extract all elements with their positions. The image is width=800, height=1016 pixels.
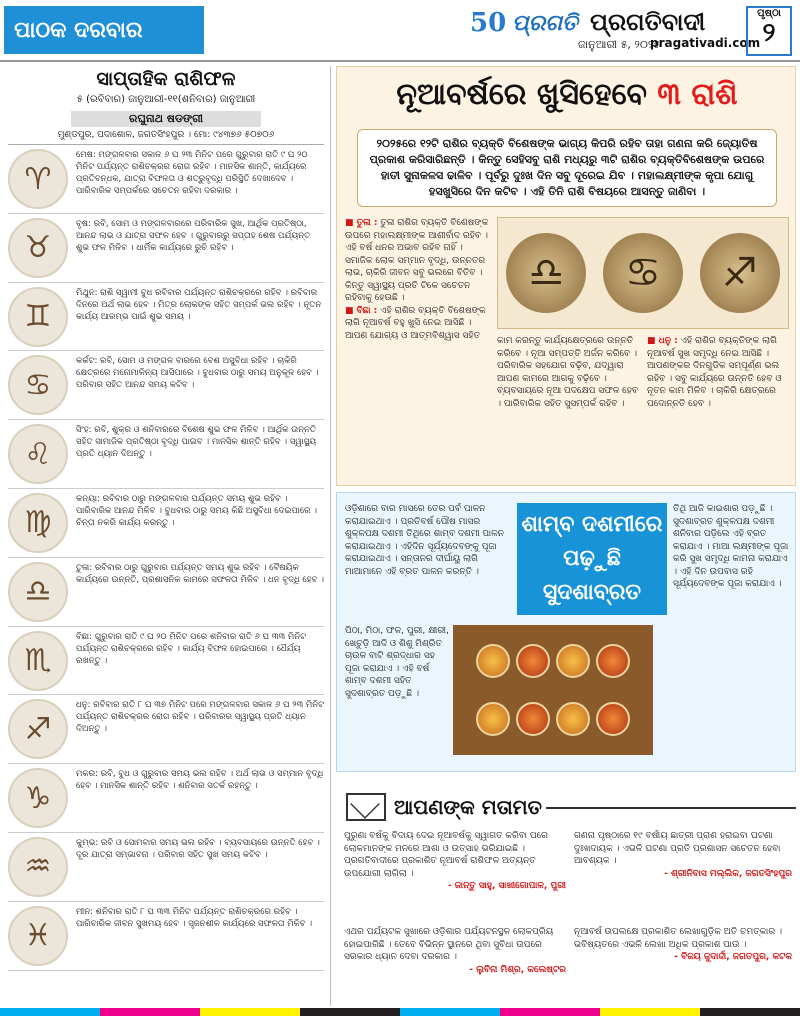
- letter-3-signature: - ଶ୍ରୀନିବାସ ମଲ୍ଲିକ, ଜଗତସିଂହପୁର: [664, 868, 792, 879]
- horoscope-entry: [8, 902, 324, 971]
- sagittarius-icon: ♐: [8, 699, 68, 759]
- aries-icon: ♈: [8, 149, 68, 209]
- feature-new-year-signs: [336, 66, 796, 486]
- feature2-column-1: ଓଡ଼ିଶାରେ ବାର ମାସରେ ତେର ପର୍ବ ପାଳନ କରାଯାଇଥାଏ । ପ୍ରତିବର୍ଷ ପୌଷ ମାସର ଶୁକ୍ଳପକ୍ଷ ଦଶମୀ ତିଥିରେ ଶାମ୍ବ ଦଶମୀ ପାଳନ କରାଯାଇଥାଏ । ଏହିଦିନ ସୂର୍ଯ୍ୟଦେବଙ୍କୁ ପୂଜା କରାଯାଇଥାଏ । ସନ୍ତାନର ଦୀର୍ଘାୟୁ ଲାଗି ମାଆମାନେ ଏହି ବ୍ରତ ପାଳନ କରନ୍ତି ।: [345, 504, 504, 577]
- leo-icon: ♌: [8, 424, 68, 484]
- scorpio-text: ଏହି ରାଶିର ବ୍ୟକ୍ତି ବିଶେଷଙ୍କ ଲାଗି ନୂଆବର୍ଷ ବହୁ ଖୁସି ନେଇ ଆସିଛି । ଆପଣ ଯୋଗ୍ୟ ଓ ଆତ୍ମବିଶ୍ୱାସ ସହିତ: [345, 305, 486, 341]
- color-swatch: [700, 1008, 800, 1016]
- website: pragativadi.com: [650, 36, 761, 50]
- food-plate: [556, 644, 590, 678]
- horoscope-date-range: ୫ (ରବିବାର) ଜାନୁଆରୀ-୧୧(ଶନିବାର) ଜାନୁଆରୀ: [76, 94, 256, 105]
- color-swatch: [600, 1008, 700, 1016]
- food-plate: [516, 702, 550, 736]
- sign-list: [8, 145, 324, 971]
- horoscope-entry: [8, 420, 324, 489]
- sagittarius-text: ଏହି ରାଶିର ବ୍ୟକ୍ତିଙ୍କ ଲାଗି ନୂଆବର୍ଷ ସୁଖ ସମୃଦ୍ଧି ନେଇ ଆସିଛି । ଆପଣଙ୍କର ଦିନଗୁଡିକ ସମ୍ପୂର୍ଣ୍ଣ ଭଲ ରହିବ । ସବୁ କାର୍ଯ୍ୟରେ ଉନ୍ନତି ହେବ ଓ ନୂତନ କାମ ମିଳିବ । ଚାକିରି କ୍ଷେତ୍ରରେ ପଦୋନ୍ନତି ହେବ ।: [647, 336, 782, 409]
- section-title: ପାଠକ ଦରବାର: [4, 6, 204, 54]
- letter-4-signature: - ବିଜୟ ଜୁଦାର୍ଦ୍ଦୀ, ଜଗତପୁର, କଟକ: [674, 952, 792, 962]
- aquarius-icon: ♒: [8, 837, 68, 897]
- feature2-headline: ଶାମ୍ବ ଦଶମୀରେ ପଢ଼ୁଛି ସୁଦଶାବ୍ରତ: [517, 503, 667, 615]
- letter-2-signature: - ଲୁବିନା ମିଶ୍ର, କଲେଷ୍ଟର: [469, 964, 566, 975]
- color-swatch: [500, 1008, 600, 1016]
- capricorn-icon: ♑: [8, 768, 68, 828]
- letter-1-text: ପୁରୁଣା ବର୍ଷକୁ ବିଦାୟ ଦେଇ ନୂଆବର୍ଷକୁ ସ୍ୱାଗତ କରିବା ପରେ ଲୋକମାନଙ୍କ ମନରେ ଆଶା ଓ ଉତ୍ସାହ ଭରିଯାଇଛି । ପ୍ରଗତିବାଦୀରେ ପ୍ରକାଶିତ ନୂଆବର୍ଷ ରାଶିଫଳ ଅତ୍ୟନ୍ତ ଉପଯୋଗୀ ଲାଗିଲା ।: [344, 831, 548, 879]
- food-plate: [596, 702, 630, 736]
- scorpio-icon: ♏: [8, 631, 68, 691]
- gemini-forecast: ମିଥୁନ: ରାଶି ସ୍ୱାମୀ ବୁଧ ରବିବାର ପର୍ଯ୍ୟନ୍ତ ରାଶିଚକ୍ରରେ ରହିବ । ରବିବାର ଦିନରେ ଅର୍ଥ ଲାଭ ହେବ । ମିତ୍ର ଲୋକଙ୍କ ସହିତ ସମ୍ପର୍କ ଭଲ ରହିବ । ନୂତନ କାର୍ଯ୍ୟ ଆରମ୍ଭ ପାଇଁ ଶୁଭ ସମୟ ।: [76, 287, 322, 322]
- horoscope-entry: [8, 558, 324, 627]
- mail-icon: [346, 793, 386, 821]
- horoscope-entry: [8, 145, 324, 214]
- food-plate: [476, 702, 510, 736]
- virgo-forecast: କନ୍ୟା: ରବିବାର ଠାରୁ ମଙ୍ଗଳବାର ପର୍ଯ୍ୟନ୍ତ ସମୟ ଶୁଭ ରହିବ । ପାରିବାରିକ ଆନନ୍ଦ ମିଳିବ । ବୁଧବାର ଠାରୁ ସମୟ କିଛି ଅସୁବିଧା ଦେଇପାରେ । ଚିନ୍ତା ନକରି କାର୍ଯ୍ୟ କରନ୍ତୁ ।: [76, 493, 317, 528]
- zodiac-illustration: [497, 217, 789, 329]
- page-number-box: [746, 6, 792, 56]
- food-plate: [556, 702, 590, 736]
- feature1-intro: ୨୦୨୫ରେ ୧୨ଟି ରାଶିର ବ୍ୟକ୍ତି ବିଶେଷଙ୍କ ଭାଗ୍ୟ କିପରି ରହିବ ତାହା ଗଣନା କରି ଜ୍ୟୋତିଷ ପ୍ରକାଶ କରିସାରିଛନ୍ତି । କିନ୍ତୁ ସେହିସବୁ ରାଶି ମଧ୍ୟରୁ ୩ଟି ରାଶିର ବ୍ୟକ୍ତିବିଶେଷଙ୍କ ଉପରେ ହାତୀ ସୁନାକଳସ ଢାଳିବ । ପୂର୍ବରୁ ଦୁଃଖ ଦିନ ସବୁ ଦୂରେଇ ଯିବ । ମହାଲକ୍ଷ୍ମୀଙ୍କ କୃପା ଯୋଗୁ ହସଖୁସିରେ ଦିନ କଟିବ । ଏହି ତିନି ରାଶି ବିଷୟରେ ଆସନ୍ତୁ ଜାଣିବା ।: [357, 129, 777, 207]
- color-swatch: [300, 1008, 400, 1016]
- feature2-column-3: ତିଥି ଆଜି କାଇଶାର ପଡ଼ୁଛି । ସୁଦଶାବ୍ରତ ଶୁକ୍ଳପକ୍ଷ ଦଶମୀ ଶନିବାର ପଡ଼ିଲେ ଏହି ବ୍ରତ କରାଯାଏ । ମାଆ ଲକ୍ଷ୍ମୀଙ୍କ ପୂଜା କରି ସୁଖ ସମୃଦ୍ଧି କାମନା କରାଯାଏ । ଏହି ଦିନ ଉପବାସ ରହି ସୂର୍ଯ୍ୟଦେବଙ୍କ ପୂଜା କରାଯାଏ ।: [673, 504, 789, 589]
- logo-mark: ପ୍ରଗତି: [512, 10, 578, 36]
- feature2-column-2: ପିଠା, ମିଠା, ଫଳ, ପୁରୀ, କ୍ଷୀରୀ, ଖେଚୁଡ଼ି ଆଦି ଓ ଶିଶୁ ମିଶ୍ରିତ ଚାଉଳ ବାଟି ଶ୍ରଦ୍ଧାର ସହ ପୂଜା କରାଯାଏ । ଏହି ବର୍ଷ ଶାମ୍ବ ଦଶମୀ ସହିତ ସୁଦଶାବ୍ରତ ପଡ଼ୁଛି ।: [345, 626, 449, 699]
- horoscope-entry: [8, 833, 324, 902]
- libra-text: ତୁଳା ରାଶିର ବ୍ୟକ୍ତି ବିଶେଷଙ୍କ ଉପରେ ମହାଲକ୍ଷ୍ମୀଙ୍କ ଆଶୀର୍ବାଦ ରହିବ । ଏହି ବର୍ଷ ଧନର ଅଭାବ ରହିବ ନାହିଁ । ସମାଜିକ ଲୋକ ସମ୍ମାନ ବୃଦ୍ଧି, ଉନ୍ନତର ଲାଭ, ଚାକିରି ଜୀବନ ସବୁ ଭଲରେ ବିତିବ । କିନ୍ତୁ ସ୍ୱାସ୍ଥ୍ୟ ପ୍ରତି ଟିକେ ସଚେତନ ରହିବାକୁ ହେଉଛି ।: [345, 218, 489, 303]
- weekly-horoscope: [8, 66, 324, 1012]
- feature1-headline-main: ନୂଆବର୍ଷରେ ଖୁସିହେବେ: [396, 77, 658, 112]
- horoscope-entry: [8, 351, 324, 420]
- pisces-forecast: ମୀନ: ଶନିବାର ରାତି ୮ ଘ ୩୩ ମିନିଟ ପର୍ଯ୍ୟନ୍ତ ରାଶିଚକ୍ରରେ ରହିବ । ପାରିବାରିକ ଜୀବନ ସୁଖମୟ ହେବ । ସୃଜନଶୀଳ କାର୍ଯ୍ୟରେ ସଫଳତା ମିଳିବ ।: [76, 906, 313, 929]
- horoscope-entry: [8, 489, 324, 558]
- letter-4-text: ନୂଆବର୍ଷ ଉପଲକ୍ଷେ ପ୍ରକାଶିତ ଲେଖାଗୁଡ଼ିକ ଅତି ଚମତ୍କାର । ଭବିଷ୍ୟତରେ ଏଭଳି ଲେଖା ଅଧିକ ପ୍ରକାଶ ପାଉ ।: [574, 927, 783, 950]
- color-swatch: [200, 1008, 300, 1016]
- feature1-column-3: [647, 335, 791, 481]
- letter-3-text: ଗଣନା ପୃଷ୍ଠାରେ ୧୯ ବର୍ଷୀୟ ଛାତ୍ରୀ ପ୍ରାଣ ହରାଇବା ଘଟଣା ଦୁଃଖଦାୟକ । ଏଭଳି ଘଟଣା ପ୍ରତି ପ୍ରଶାସନ ସଚେତନ ହେବା ଆବଶ୍ୟକ ।: [574, 831, 781, 866]
- divider: [546, 807, 796, 809]
- letters-title: ଆପଣଙ୍କ ମତାମତ: [394, 795, 542, 819]
- virgo-icon: ♍: [8, 493, 68, 553]
- page-header: [0, 0, 800, 62]
- feature1-headline: [337, 77, 797, 112]
- color-swatch: [0, 1008, 100, 1016]
- letter-3: [574, 830, 792, 922]
- page-number: ୨: [762, 18, 776, 48]
- gemini-icon: ♊: [8, 287, 68, 347]
- aries-forecast: ମେଷ: ମଙ୍ଗଳବାର ସକାଳ ୬ ଘ ୨୩ ମିନିଟ ପରେ ଗୁରୁବାର ରାତି ୯ ଘ ୨୦ ମିନିଟ ପର୍ଯ୍ୟନ୍ତ ରାଶିଚକ୍ରର ରୋଗ ରହିବ । ମାନସିକ ଶାନ୍ତି, କାର୍ଯ୍ୟରେ ପ୍ରତିବନ୍ଧକ, ଯାତ୍ରା ବିଫଳତା ଓ ଶତ୍ରୁବୃଦ୍ଧି ପରିସ୍ଥିତି ଦେଖାଦେବ । ପାରିବାରିକ ସମ୍ପର୍କରେ ସଚେତନ ରହିବା ଦରକାର ।: [76, 150, 308, 196]
- capricorn-forecast: ମକର: ରବି, ବୁଧ ଓ ଗୁରୁବାର ସମୟ ଭଲ ରହିବ । ଅର୍ଥ ଲାଭ ଓ ସମ୍ମାନ ବୃଦ୍ଧି ହେବ । ମାନସିକ ଶାନ୍ତି ରହିବ । ଶନିବାର ସତର୍କ ରହନ୍ତୁ ।: [76, 769, 324, 792]
- taurus-icon: ♉: [8, 218, 68, 278]
- food-plate: [516, 644, 550, 678]
- feature-shamba-dashami: [336, 492, 796, 772]
- letter-1-signature: - ଜାନ୍ତୁ ସାହୁ, ସାଖୀଗୋପାଳ, ପୁରୀ: [447, 881, 566, 891]
- sagittarius-icon: ♐: [700, 233, 780, 313]
- newspaper-logo: [470, 8, 761, 52]
- readers-letters: [336, 782, 796, 1008]
- page-label: ପୃଷ୍ଠା: [757, 8, 781, 19]
- issue-date: ଜାନୁଆରୀ ୫, ୨୦୨୫: [578, 38, 661, 51]
- leo-forecast: ସିଂହ: ରବି, ଶୁକ୍ର ଓ ଶନିବାରରେ ବିଶେଷ ଶୁଭ ଫଳ ମିଳିବ । ଆର୍ଥିକ ଉନ୍ନତି ସହିତ ସାମାଜିକ ପ୍ରତିଷ୍ଠା ବୃଦ୍ଧି ପାଇବ । ମାନସିକ ଶାନ୍ତି ରହିବ । ସ୍ୱାସ୍ଥ୍ୟ ପ୍ରତି ଧ୍ୟାନ ଦିଅନ୍ତୁ ।: [76, 425, 317, 460]
- horoscope-title: ସାପ୍ତାହିକ ରାଶିଫଳ: [96, 68, 236, 90]
- horoscope-entry: [8, 214, 324, 283]
- horoscope-entry: [8, 627, 324, 696]
- newspaper-name: ପ୍ରଗତିବାଦୀ: [590, 8, 706, 36]
- cancer-icon: ♋: [603, 233, 683, 313]
- column-divider: [330, 66, 331, 1006]
- libra-label: ■ ତୁଳା :: [345, 218, 378, 228]
- taurus-forecast: ବୃଷ: ରବି, ସୋମ ଓ ମଙ୍ଗଳବାରରେ ପରିବାରିକ ସୁଖ, ଆର୍ଥିକ ପ୍ରତିଷ୍ଠା, ଆନନ୍ଦ ଲାଭ ଓ ଯାତ୍ରା ସଫଳ ହେବ । ଗୁରୁବାରରୁ ସପ୍ତାହ ଶେଷ ପର୍ଯ୍ୟନ୍ତ ଶୁଭ ଫଳ ମିଳିବ । ଧାର୍ମିକ କାର୍ଯ୍ୟରେ ରୁଚି ରହିବ ।: [76, 218, 311, 253]
- letter-1: [344, 830, 566, 922]
- aquarius-forecast: କୁମ୍ଭ: ରବି ଓ ସୋମବାର ସମୟ ଭଲ ରହିବ । ବ୍ୟବସାୟରେ ଉନ୍ନତି ହେବ । ଦୂର ଯାତ୍ରା ସମ୍ଭାବନା । ପରିବାର ସହିତ ସୁଖ ସମୟ କଟିବ ।: [76, 837, 320, 860]
- feature1-headline-accent: ୩ ରାଶି: [657, 77, 738, 112]
- horoscope-author: ରଘୁନାଥ ଷଡଙ୍ଗୀ: [71, 111, 261, 127]
- letter-2-text: ଏଥର ପର୍ଯ୍ୟଟକ ସୁଖାରେ ଓଡ଼ିଶାର ପର୍ଯ୍ୟଟନସ୍ଥଳ ଲୋକପ୍ରିୟ ହୋଇପାରିଛି । ତେବେ ବିଭିନ୍ନ ସ୍ଥାନରେ ଥିବା ସୁବିଧା ଉପରେ ସରକାର ଧ୍ୟାନ ଦେବା ଦରକାର ।: [344, 927, 554, 962]
- scorpio-label: ■ ବିଛା :: [345, 305, 378, 316]
- food-plate: [476, 644, 510, 678]
- horoscope-entry: [8, 764, 324, 833]
- horoscope-address: ମୁଣ୍ଡପୁର, ପଦାଶୋଳ, ଜଗତସିଂହପୁର । ମୋ: ୯୪୩୭୬ ୫୦୭୦୬: [8, 130, 324, 145]
- print-color-bar: [0, 1008, 800, 1016]
- horoscope-entry: [8, 283, 324, 352]
- cancer-icon: ♋: [8, 355, 68, 415]
- libra-icon: ♎: [8, 562, 68, 622]
- sagittarius-label: ■ ଧନୁ :: [647, 336, 678, 346]
- feature1-column-1: [345, 217, 491, 479]
- libra-icon: ♎: [506, 233, 586, 313]
- color-swatch: [400, 1008, 500, 1016]
- letter-2: [344, 926, 566, 1004]
- color-swatch: [100, 1008, 200, 1016]
- food-plate: [596, 644, 630, 678]
- letters-header: [346, 790, 546, 824]
- libra-forecast: ତୁଳା: ରବିବାର ଠାରୁ ଗୁରୁବାର ପର୍ଯ୍ୟନ୍ତ ସମୟ ଶୁଭ ରହିବ । ବୈଷୟିକ କାର୍ଯ୍ୟରେ ଉନ୍ନତି, ପ୍ରଶାସନିକ କାମରେ ସଫଳତା ମିଳିବ । ଧନ ବୃଦ୍ଧି ହେବ ।: [76, 562, 324, 585]
- feature1-column-2: କାମ କରନ୍ତୁ କାର୍ଯ୍ୟକ୍ଷେତ୍ରରେ ଉନ୍ନତି କରିବେ । ନୂଆ ସମ୍ପତ୍ତି ଅର୍ଜନ କରିବେ । ପରିବାରିକ ସହଯୋଗ ବଢ଼ିବ, ଯଦ୍ୱାରା ଆପଣ କାମରେ ଆଗକୁ ବଢ଼ିବେ । ବ୍ୟବସାୟରେ ନୂଆ ପଦକ୍ଷେପ ସଫଳ ହେବ । ପାରିବାରିକ ସହିତ ସୁସମ୍ପର୍କ ରହିବ ।: [497, 336, 639, 409]
- scorpio-forecast: ବିଛା: ଗୁରୁବାର ରାତି ୯ ଘ ୨୦ ମିନିଟ ପରେ ଶନିବାର ରାତି ୬ ଘ ୩୩ ମିନିଟ ପର୍ଯ୍ୟନ୍ତ ରାଶିଚକ୍ରରେ ରହିବ । କାର୍ଯ୍ୟ ବିଫଳ ହୋଇପାରେ । ଧୈର୍ଯ୍ୟ ରଖନ୍ତୁ ।: [76, 631, 307, 666]
- anniversary-badge: 50: [470, 8, 507, 38]
- offerings-photo: [453, 625, 653, 755]
- cancer-forecast: କର୍କଟ: ରବି, ସୋମ ଓ ମଙ୍ଗଳ ବାରରେ ବେଶ ଅସୁବିଧା ରହିବ । ଚାକିରି କ୍ଷେତ୍ରରେ ମନୋମାଳିନ୍ୟ ଆସିପାରେ । ବୁଧବାର ଠାରୁ ସମୟ ଅନୁକୂଳ ହେବ । ପରିବାର ସହିତ ଆନନ୍ଦ ସମୟ କଟିବ ।: [76, 356, 319, 391]
- letter-4: [574, 926, 792, 1004]
- pisces-icon: ♓: [8, 906, 68, 966]
- horoscope-entry: [8, 695, 324, 764]
- sagittarius-forecast: ଧନୁ: ରବିବାର ରାତି ୮ ଘ ୩୭ ମିନିଟ ପରେ ମଙ୍ଗଳବାର ସକାଳ ୬ ଘ ୨୩ ମିନିଟ ପର୍ଯ୍ୟନ୍ତ ରାଶିଚକ୍ରର ରୋଗ ରହିବ । ପରିବାରର ସ୍ୱାସ୍ଥ୍ୟ ପ୍ରତି ଧ୍ୟାନ ଦିଅନ୍ତୁ ।: [76, 700, 324, 735]
